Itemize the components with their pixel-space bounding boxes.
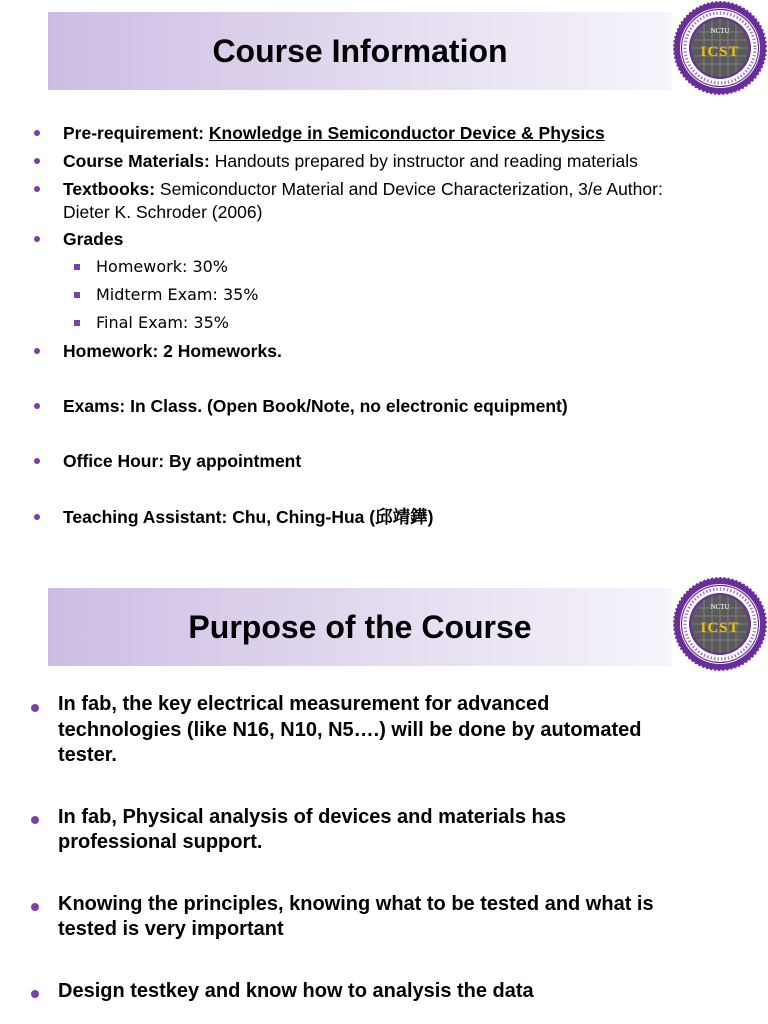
exams-item: Exams: In Class. (Open Book/Note, no electronic equipment) (63, 396, 568, 416)
course-materials-item (63, 149, 743, 173)
bullet-dot-icon (34, 236, 40, 242)
prerequirement-item (63, 121, 743, 145)
grade-homework: Homework: 30% (96, 257, 229, 276)
title-banner (48, 588, 672, 666)
prerequirement-label: Pre-requirement: (63, 123, 205, 143)
textbooks-value-line1: Semiconductor Material and Device Characterization, 3/e Author: (159, 179, 663, 199)
bullet-dot-icon (31, 816, 39, 824)
grades-label: Grades (63, 229, 124, 249)
textbooks-value-line2: Dieter K. Schroder (2006) (63, 202, 263, 222)
slide-title: Purpose of the Course (188, 608, 532, 645)
bullet-dot-icon (34, 458, 40, 464)
slide-title: Course Information (212, 32, 508, 69)
purpose-point-1-line2: technologies (like N16, N10, N5….) will be done by automated (58, 719, 642, 741)
homework-item: Homework: 2 Homeworks. (63, 341, 282, 361)
bullet-dot-icon (34, 158, 40, 164)
bullet-dot-icon (34, 348, 40, 354)
purpose-point-1-line1: In fab, the key electrical measurement for advanced (58, 693, 550, 715)
bullet-dot-icon (31, 704, 39, 712)
square-bullet-icon (74, 292, 80, 298)
purpose-point-1-line3: tester. (58, 744, 117, 766)
slide-purpose-of-course (0, 576, 768, 1024)
logo-text: ICST (700, 620, 740, 636)
prerequirement-value: Knowledge in Semiconductor Device & Physics (208, 123, 605, 143)
purpose-point-4-line1: Design testkey and know how to analysis the data (58, 980, 534, 1002)
nctu-icst-logo (672, 576, 768, 672)
logo-small-text: NCTU (710, 27, 730, 35)
bullet-dot-icon (34, 130, 40, 136)
grade-midterm: Midterm Exam: 35% (96, 285, 259, 304)
nctu-icst-logo (672, 0, 768, 96)
office-hour-item: Office Hour: By appointment (63, 451, 302, 471)
course-materials-value: Handouts prepared by instructor and reading materials (214, 151, 638, 171)
logo-text: ICST (700, 44, 740, 60)
square-bullet-icon (74, 320, 80, 326)
bullet-dot-icon (34, 403, 40, 409)
square-bullet-icon (74, 264, 80, 270)
bullet-dot-icon (31, 990, 39, 998)
purpose-point-2-line1: In fab, Physical analysis of devices and materials has (58, 806, 567, 828)
purpose-point-3-line2: tested is very important (58, 918, 284, 940)
title-banner (48, 12, 672, 90)
bullet-dot-icon (31, 903, 39, 911)
grade-final: Final Exam: 35% (96, 313, 229, 332)
bullet-dot-icon (34, 186, 40, 192)
teaching-assistant-item: Teaching Assistant: Chu, Ching-Hua (邱靖鏵) (63, 507, 434, 527)
logo-small-text: NCTU (710, 603, 730, 611)
course-materials-label: Course Materials: (63, 151, 210, 171)
bullet-dot-icon (34, 514, 40, 520)
purpose-point-2-line2: professional support. (58, 831, 263, 853)
textbooks-item (63, 177, 743, 201)
textbooks-label: Textbooks: (63, 179, 156, 199)
purpose-point-3-line1: Knowing the principles, knowing what to be tested and what is (58, 893, 654, 915)
